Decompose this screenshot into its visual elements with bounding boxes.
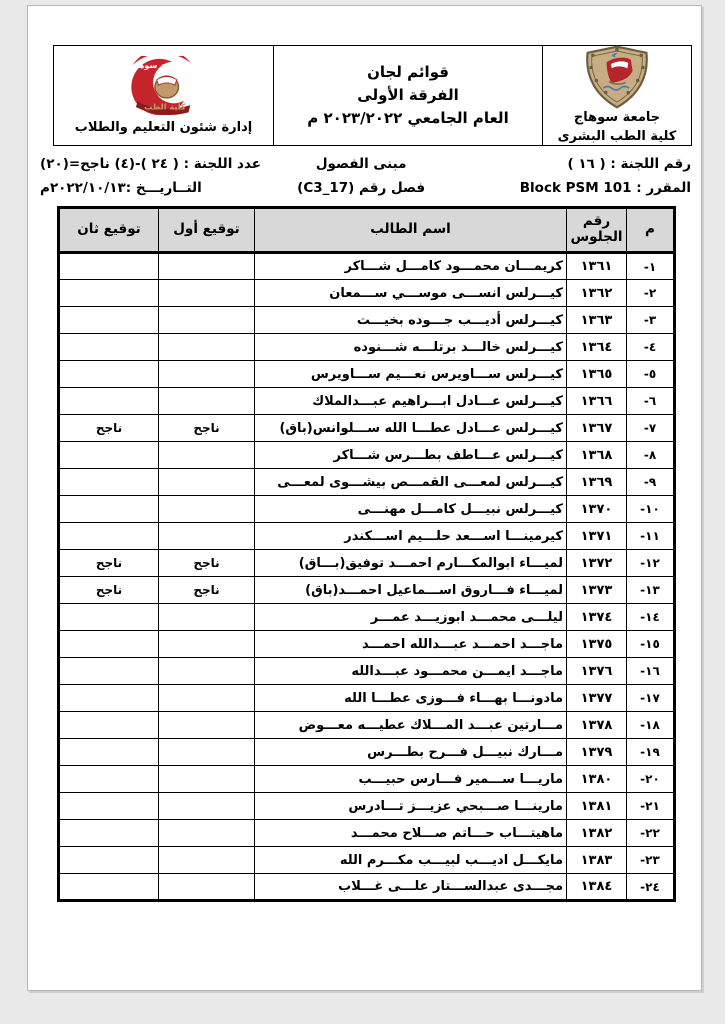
student-name-cell: ماجـــد ايمـــن محمـــود عبـــدالله bbox=[255, 658, 567, 685]
table-row bbox=[59, 361, 675, 388]
serial-cell: ١٠- bbox=[627, 496, 675, 523]
table-row bbox=[59, 469, 675, 496]
committee-number: رقم اللجنة : ( ١٦ ) bbox=[567, 156, 691, 172]
seat-number-cell: ١٣٧٢ bbox=[567, 550, 627, 577]
serial-cell: ١٥- bbox=[627, 631, 675, 658]
col-header-serial: م bbox=[627, 208, 675, 253]
first-signature-cell bbox=[159, 847, 255, 874]
info-center-block bbox=[270, 152, 452, 204]
first-signature-cell bbox=[159, 793, 255, 820]
second-signature-cell: ناجح bbox=[59, 415, 159, 442]
second-signature-cell bbox=[59, 631, 159, 658]
header-cell-university bbox=[542, 45, 692, 146]
seat-number-cell: ١٣٧٧ bbox=[567, 685, 627, 712]
university-shield-logo bbox=[580, 45, 654, 109]
seat-number-cell: ١٣٦٢ bbox=[567, 280, 627, 307]
serial-cell: ١٧- bbox=[627, 685, 675, 712]
first-signature-cell bbox=[159, 307, 255, 334]
shield-emblem-icon bbox=[580, 45, 654, 109]
seat-number-cell: ١٣٧٩ bbox=[567, 739, 627, 766]
second-signature-cell bbox=[59, 307, 159, 334]
second-signature-cell bbox=[59, 469, 159, 496]
seat-number-cell: ١٣٨٣ bbox=[567, 847, 627, 874]
university-name: جامعة سوهاج bbox=[573, 109, 661, 125]
student-name-cell: ليلـــى محمـــد ابوزيـــد عمـــر bbox=[255, 604, 567, 631]
table-row bbox=[59, 334, 675, 361]
table-row bbox=[59, 685, 675, 712]
first-signature-cell bbox=[159, 388, 255, 415]
student-name-cell: كيـــرلس انســـى موســـي ســـمعان bbox=[255, 280, 567, 307]
second-signature-cell bbox=[59, 685, 159, 712]
table-row bbox=[59, 604, 675, 631]
student-name-cell: مايكـــل اديـــب لبيـــب مكـــرم الله bbox=[255, 847, 567, 874]
table-row bbox=[59, 766, 675, 793]
col-header-student-name: اسم الطالب bbox=[255, 208, 567, 253]
first-signature-cell bbox=[159, 253, 255, 280]
seat-number-cell: ١٣٧٠ bbox=[567, 496, 627, 523]
first-signature-cell bbox=[159, 685, 255, 712]
room-number: فصل رقم (C3_17) bbox=[297, 180, 426, 197]
table-row bbox=[59, 307, 675, 334]
table-row bbox=[59, 739, 675, 766]
serial-cell: ٢٣- bbox=[627, 847, 675, 874]
student-name-cell: كيـــرلس عـــادل ابـــراهيم عبـــدالملاك bbox=[255, 388, 567, 415]
second-signature-cell bbox=[59, 496, 159, 523]
col-header-seat-number: رقم الجلوس bbox=[567, 208, 627, 253]
serial-cell: ٢- bbox=[627, 280, 675, 307]
second-signature-cell bbox=[59, 766, 159, 793]
table-row bbox=[59, 415, 675, 442]
doc-title-line1: قوائم لجان bbox=[367, 62, 449, 81]
second-signature-cell bbox=[59, 658, 159, 685]
serial-cell: ٨- bbox=[627, 442, 675, 469]
header-cell-title bbox=[273, 45, 543, 146]
seat-number-cell: ١٣٦٣ bbox=[567, 307, 627, 334]
table-row bbox=[59, 874, 675, 901]
exam-date: التــاريـــخ :٢٠٢٢/١٠/١٣م bbox=[40, 180, 202, 197]
student-name-cell: كيـــرلس أديـــب جـــوده بخيـــت bbox=[255, 307, 567, 334]
table-row bbox=[59, 631, 675, 658]
second-signature-cell bbox=[59, 280, 159, 307]
serial-cell: ١١- bbox=[627, 523, 675, 550]
seat-number-cell: ١٣٦٩ bbox=[567, 469, 627, 496]
table-row bbox=[59, 496, 675, 523]
first-signature-cell bbox=[159, 604, 255, 631]
student-name-cell: ماريـــا ســـمير فـــارس حبيـــب bbox=[255, 766, 567, 793]
serial-cell: ١٤- bbox=[627, 604, 675, 631]
students-roster-table bbox=[57, 206, 676, 902]
table-row bbox=[59, 847, 675, 874]
seat-number-cell: ١٣٨٢ bbox=[567, 820, 627, 847]
crescent-top-text: جامعة سوهاج bbox=[129, 59, 184, 70]
info-strip bbox=[28, 152, 701, 204]
serial-cell: ٥- bbox=[627, 361, 675, 388]
table-row bbox=[59, 820, 675, 847]
second-signature-cell: ناجح bbox=[59, 550, 159, 577]
committee-count: عدد اللجنة : ( ٢٤ )-(٤) ناجح=(٢٠) bbox=[40, 156, 261, 172]
doc-title-line2: الفرقة الأولى bbox=[357, 85, 459, 104]
seat-number-cell: ١٣٦١ bbox=[567, 253, 627, 280]
first-signature-cell: ناجح bbox=[159, 415, 255, 442]
student-name-cell: مجـــدى عبدالســـتار علـــى غـــلاب bbox=[255, 874, 567, 901]
seat-number-cell: ١٣٦٤ bbox=[567, 334, 627, 361]
table-row bbox=[59, 550, 675, 577]
first-signature-cell bbox=[159, 739, 255, 766]
first-signature-cell bbox=[159, 523, 255, 550]
second-signature-cell bbox=[59, 442, 159, 469]
second-signature-cell bbox=[59, 604, 159, 631]
first-signature-cell bbox=[159, 442, 255, 469]
seat-number-cell: ١٣٧٥ bbox=[567, 631, 627, 658]
student-name-cell: كيرمينـــا اســـعد حلـــيم اســـكندر bbox=[255, 523, 567, 550]
col-header-first-signature: توقيع أول bbox=[159, 208, 255, 253]
seat-number-cell: ١٣٨٠ bbox=[567, 766, 627, 793]
table-row bbox=[59, 388, 675, 415]
table-row bbox=[59, 442, 675, 469]
col-header-second-signature: توقيع ثان bbox=[59, 208, 159, 253]
seat-number-cell: ١٣٦٨ bbox=[567, 442, 627, 469]
serial-cell: ١٣- bbox=[627, 577, 675, 604]
serial-cell: ٢٠- bbox=[627, 766, 675, 793]
seat-number-cell: ١٣٦٧ bbox=[567, 415, 627, 442]
student-name-cell: مـــارتين عبـــد المـــلاك عطيـــه معـــوض bbox=[255, 712, 567, 739]
second-signature-cell bbox=[59, 739, 159, 766]
student-name-cell: مادونـــا بهـــاء فـــوزى عطـــا الله bbox=[255, 685, 567, 712]
seat-number-cell: ١٣٧١ bbox=[567, 523, 627, 550]
faculty-name: كلية الطب البشرى bbox=[557, 128, 677, 144]
serial-cell: ١٩- bbox=[627, 739, 675, 766]
table-row bbox=[59, 577, 675, 604]
first-signature-cell bbox=[159, 658, 255, 685]
serial-cell: ٦- bbox=[627, 388, 675, 415]
second-signature-cell bbox=[59, 388, 159, 415]
info-left-block bbox=[28, 152, 270, 204]
second-signature-cell bbox=[59, 874, 159, 901]
administration-caption: إدارة شئون التعليم والطلاب bbox=[74, 120, 253, 135]
first-signature-cell bbox=[159, 280, 255, 307]
info-right-block bbox=[452, 152, 701, 204]
header bbox=[52, 45, 692, 146]
serial-cell: ٢٢- bbox=[627, 820, 675, 847]
crescent-logo bbox=[105, 56, 223, 118]
second-signature-cell bbox=[59, 361, 159, 388]
table-row bbox=[59, 523, 675, 550]
crescent-bottom-text: كلية الطب bbox=[143, 101, 186, 112]
first-signature-cell: ناجح bbox=[159, 577, 255, 604]
serial-cell: ١٨- bbox=[627, 712, 675, 739]
building-name: مبنى الفصول bbox=[315, 156, 407, 172]
serial-cell: ١٦- bbox=[627, 658, 675, 685]
first-signature-cell bbox=[159, 766, 255, 793]
second-signature-cell: ناجح bbox=[59, 577, 159, 604]
serial-cell: ٢١- bbox=[627, 793, 675, 820]
crescent-icon bbox=[105, 56, 223, 118]
student-name-cell: ماجـــد احمـــد عبـــدالله احمـــد bbox=[255, 631, 567, 658]
student-name-cell: مـــارك نبيـــل فـــرح بطـــرس bbox=[255, 739, 567, 766]
student-name-cell: كيـــرلس نبيـــل كامـــل مهنـــى bbox=[255, 496, 567, 523]
student-name-cell: كريمـــان محمـــود كامـــل شـــاكر bbox=[255, 253, 567, 280]
table-row bbox=[59, 793, 675, 820]
serial-cell: ٤- bbox=[627, 334, 675, 361]
first-signature-cell bbox=[159, 631, 255, 658]
second-signature-cell bbox=[59, 820, 159, 847]
second-signature-cell bbox=[59, 334, 159, 361]
doc-title-line3: العام الجامعي ٢٠٢٣/٢٠٢٢ م bbox=[307, 109, 509, 128]
first-signature-cell bbox=[159, 874, 255, 901]
serial-cell: ٣- bbox=[627, 307, 675, 334]
seat-number-cell: ١٣٧٦ bbox=[567, 658, 627, 685]
student-name-cell: كيـــرلس لمعـــى القمـــص بيشـــوى لمعـــى bbox=[255, 469, 567, 496]
seat-number-cell: ١٣٦٥ bbox=[567, 361, 627, 388]
seat-number-cell: ١٣٨١ bbox=[567, 793, 627, 820]
student-name-cell: لميـــاء ابوالمكـــارم احمـــد توفيق(بـــاق) bbox=[255, 550, 567, 577]
second-signature-cell bbox=[59, 847, 159, 874]
first-signature-cell bbox=[159, 712, 255, 739]
student-name-cell: مارينـــا صـــبحي عزيـــز تـــادرس bbox=[255, 793, 567, 820]
second-signature-cell bbox=[59, 253, 159, 280]
seat-number-cell: ١٣٦٦ bbox=[567, 388, 627, 415]
first-signature-cell bbox=[159, 820, 255, 847]
first-signature-cell bbox=[159, 334, 255, 361]
first-signature-cell bbox=[159, 496, 255, 523]
seat-number-cell: ١٣٧٨ bbox=[567, 712, 627, 739]
serial-cell: ١- bbox=[627, 253, 675, 280]
header-cell-administration bbox=[53, 45, 274, 146]
course-name: المقرر : Block PSM 101 bbox=[519, 180, 691, 197]
student-name-cell: لميـــاء فـــاروق اســـماعيل احمـــد(باق) bbox=[255, 577, 567, 604]
second-signature-cell bbox=[59, 793, 159, 820]
second-signature-cell bbox=[59, 712, 159, 739]
seat-number-cell: ١٣٧٤ bbox=[567, 604, 627, 631]
student-name-cell: كيـــرلس عـــاطف بطـــرس شـــاكر bbox=[255, 442, 567, 469]
serial-cell: ٢٤- bbox=[627, 874, 675, 901]
seat-number-cell: ١٣٧٣ bbox=[567, 577, 627, 604]
first-signature-cell bbox=[159, 469, 255, 496]
student-name-cell: ماهيتـــاب حـــاتم صـــلاح محمـــد bbox=[255, 820, 567, 847]
student-name-cell: كيـــرلس عـــادل عطـــا الله ســـلوانس(باق) bbox=[255, 415, 567, 442]
table-row bbox=[59, 658, 675, 685]
table-row bbox=[59, 712, 675, 739]
seat-number-cell: ١٣٨٤ bbox=[567, 874, 627, 901]
document-page bbox=[27, 5, 702, 991]
student-name-cell: كيـــرلس خالـــد برتلـــه شـــنوده bbox=[255, 334, 567, 361]
serial-cell: ١٢- bbox=[627, 550, 675, 577]
first-signature-cell bbox=[159, 361, 255, 388]
table-row bbox=[59, 280, 675, 307]
table-row bbox=[59, 253, 675, 280]
serial-cell: ٧- bbox=[627, 415, 675, 442]
table-header-row bbox=[59, 208, 675, 253]
second-signature-cell bbox=[59, 523, 159, 550]
serial-cell: ٩- bbox=[627, 469, 675, 496]
first-signature-cell: ناجح bbox=[159, 550, 255, 577]
student-name-cell: كيـــرلس ســـاويرس نعـــيم ســـاويرس bbox=[255, 361, 567, 388]
